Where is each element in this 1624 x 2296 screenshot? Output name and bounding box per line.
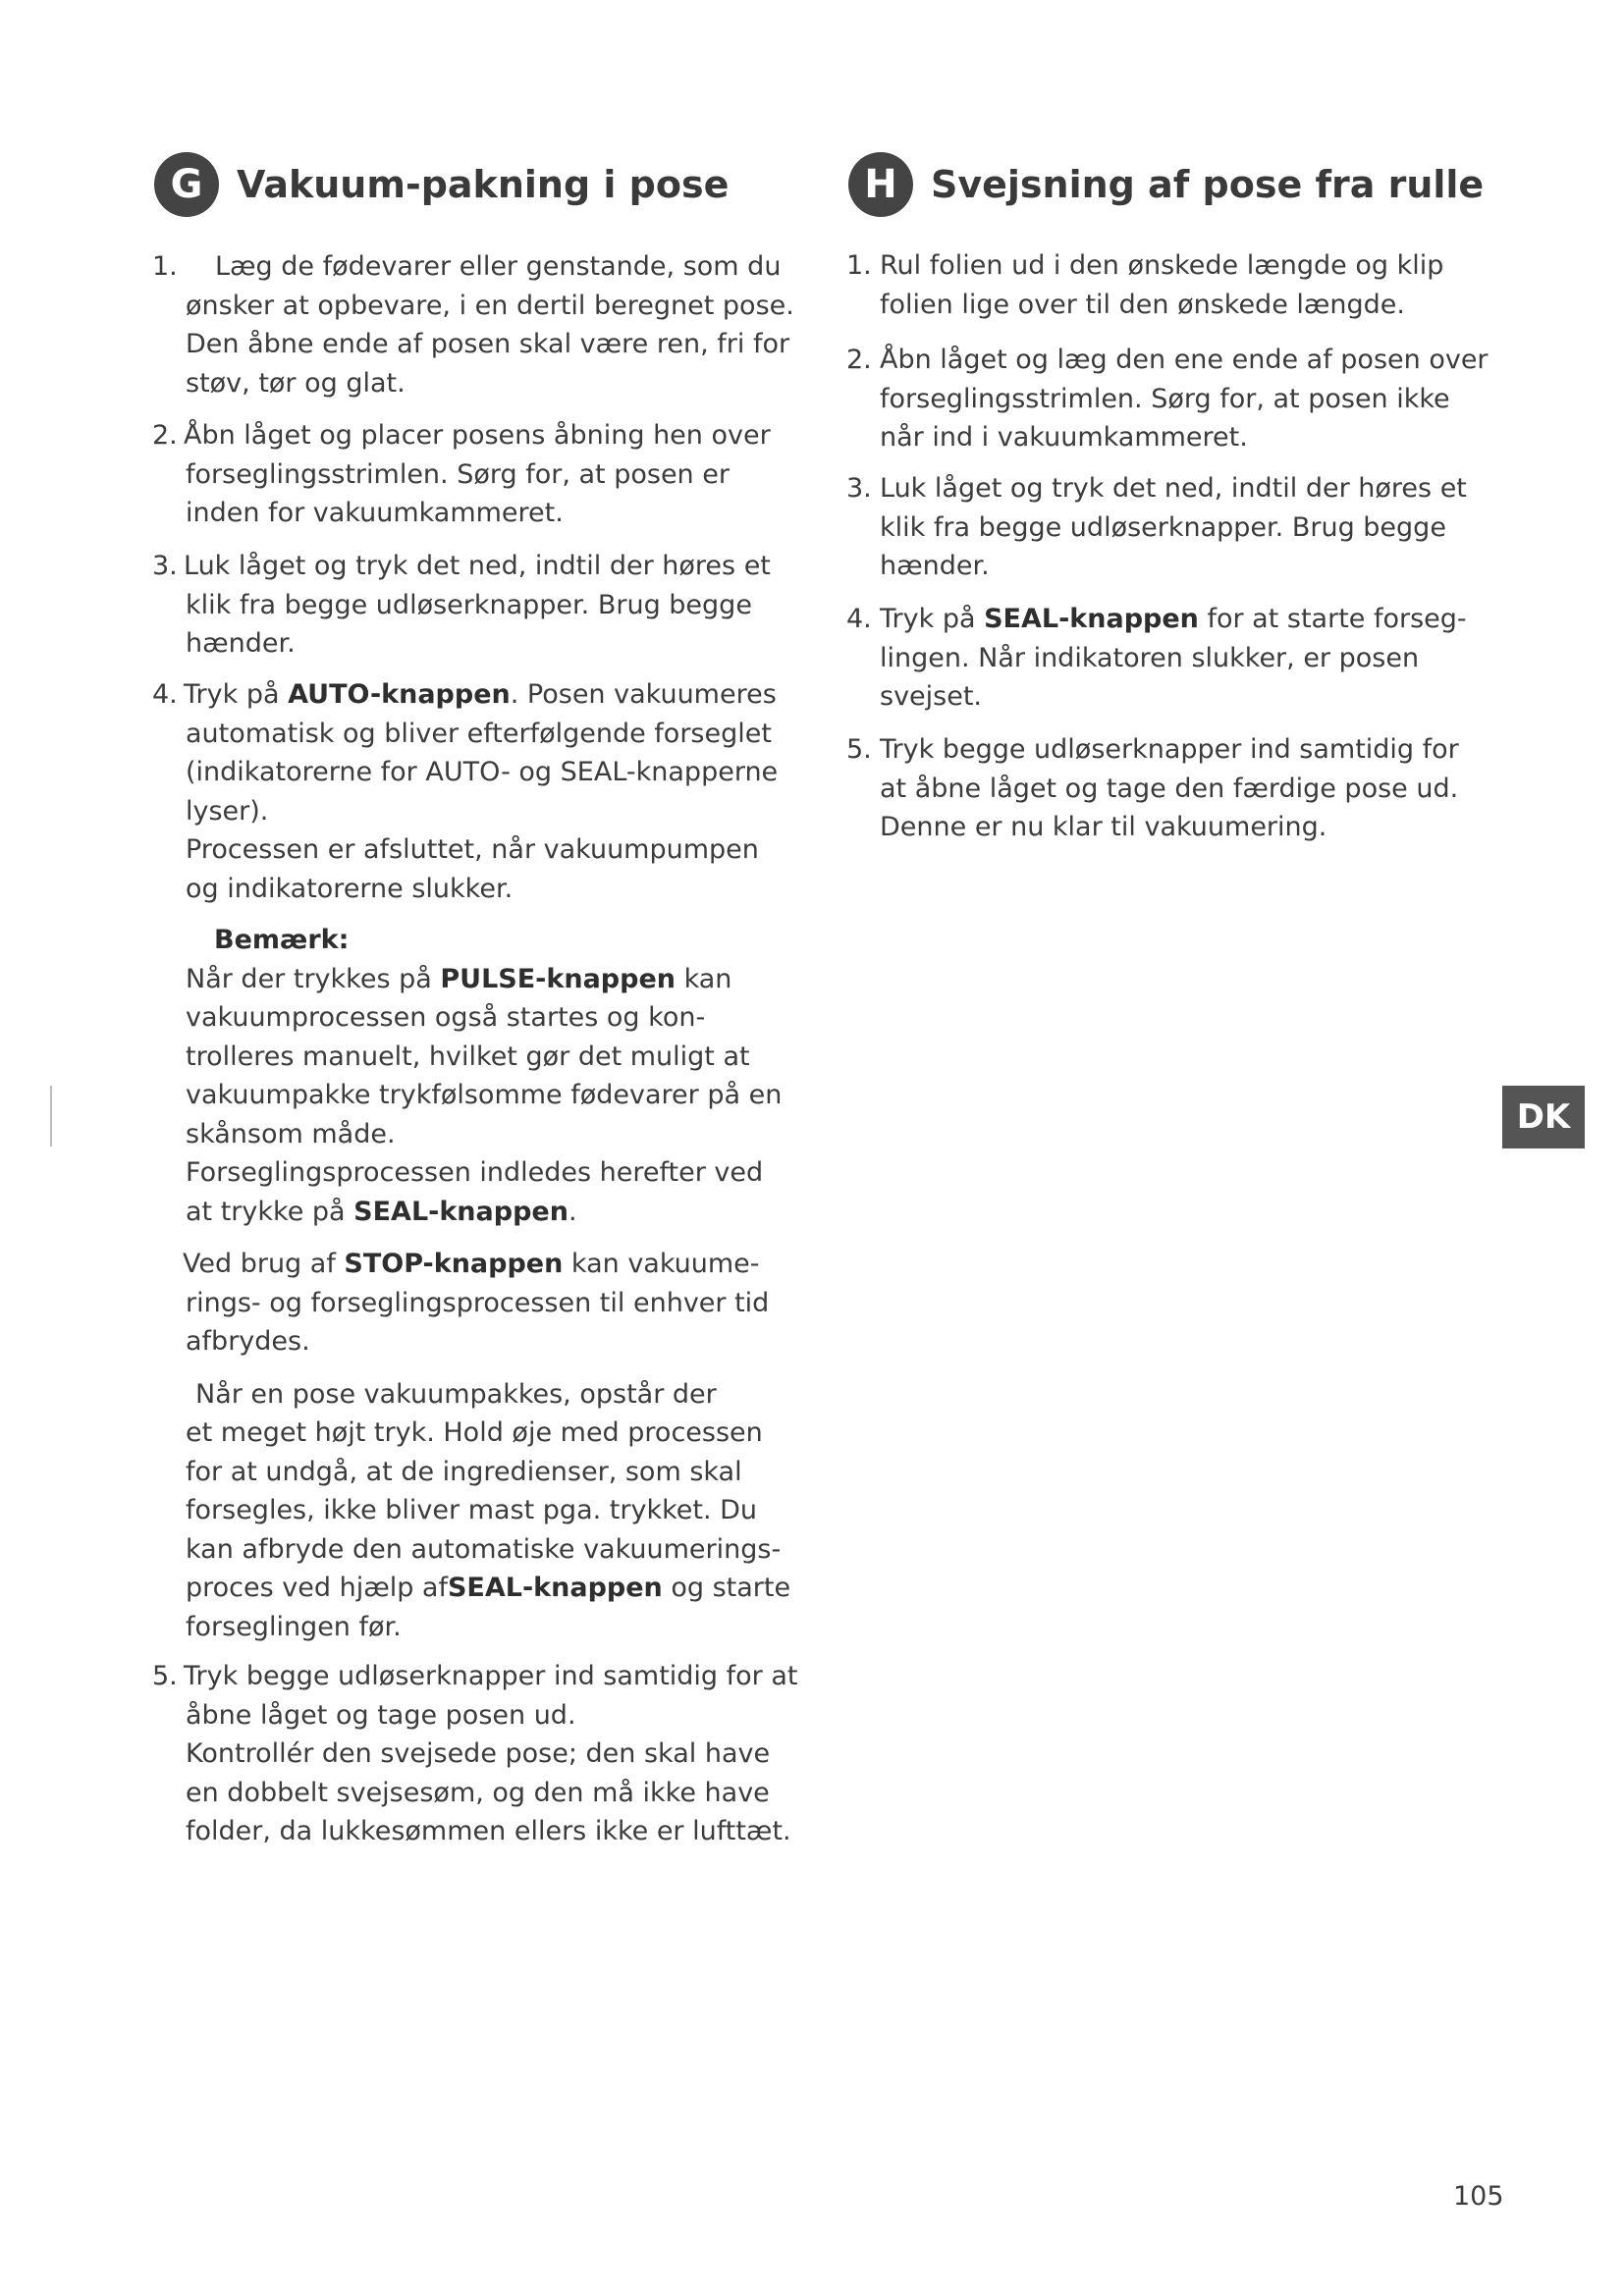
note-line: Når en pose vakuumpakkes, opstår der [195, 1378, 717, 1410]
section-h-heading [848, 152, 1484, 217]
list-item-line: når ind i vakuumkammeret. [880, 422, 1248, 453]
note-line: proces ved hjælp afSEAL-knappen og starte [186, 1573, 791, 1603]
seal-button-reference: SEAL-knappen [447, 1573, 663, 1603]
section-h-title: Svejsning af pose fra rulle [931, 163, 1485, 206]
note-line: forseglingen før. [186, 1611, 402, 1642]
note-label: Bemærk: [214, 925, 350, 955]
list-item-line: Læg de fødevarer eller genstande, som du [215, 251, 782, 282]
list-item-line: Tryk begge udløserknapper ind samtidig for [880, 734, 1459, 765]
list-item-line: folien lige over til den ønskede længde. [880, 289, 1405, 320]
seal-button-reference: SEAL-knappen [353, 1196, 568, 1227]
list-item-number: 1. [846, 250, 872, 281]
note-block [183, 921, 853, 1646]
note-line: at trykke på SEAL-knappen. [186, 1196, 577, 1227]
note-line: afbrydes. [186, 1326, 310, 1357]
seal-button-reference: SEAL-knappen [984, 604, 1199, 634]
note-line: trolleres manuelt, hvilket gør det muligt at [186, 1041, 750, 1072]
list-item-line: Åbn låget og læg den ene ende af posen over [880, 345, 1489, 375]
list-item-line: støv, tør og glat. [186, 367, 406, 399]
list-item-number: 5. [846, 734, 872, 765]
note-line: for at undgå, at de ingredienser, som skal [186, 1456, 742, 1487]
list-item-line: folder, da lukkesømmen ellers ikke er lufttæt. [186, 1816, 791, 1846]
list-item-line [880, 600, 1467, 639]
section-g-letter-badge: G [154, 152, 219, 217]
stop-button-reference: STOP-knappen [344, 1249, 564, 1279]
list-item-line: Åbn låget og placer posens åbning hen over [184, 420, 771, 451]
note-line: et meget højt tryk. Hold øje med processen [186, 1417, 763, 1448]
list-item-text: Tryk på [184, 679, 289, 710]
section-g-title: Vakuum-pakning i pose [237, 163, 730, 206]
page-number: 105 [1453, 2181, 1504, 2212]
list-item-line: Rul folien ud i den ønskede længde og klip [880, 250, 1444, 281]
list-item-line [184, 675, 778, 715]
list-item-line: en dobbelt svejsesøm, og den må ikke have [186, 1777, 770, 1808]
list-item-line: Luk låget og tryk det ned, indtil der høres et [184, 551, 771, 581]
note-line: vakuumprocessen også startes og kon- [186, 1002, 706, 1033]
list-item-line: klik fra begge udløserknapper. Brug begge [186, 589, 752, 620]
list-item-line: (indikatorerne for AUTO- og SEAL-knapperne [186, 757, 779, 787]
list-item-line: hænder. [186, 628, 296, 659]
note-line: Når der trykkes på PULSE-knappen kan [186, 963, 732, 994]
list-item-number: 2. [152, 420, 178, 451]
list-item-text: . Posen vakuumeres [510, 679, 777, 710]
list-item-number: 3. [846, 473, 872, 504]
list-item-line: lingen. Når indikatoren slukker, er posen [880, 642, 1420, 673]
section-g-heading [154, 152, 729, 217]
note-line: forsegles, ikke bliver mast pga. trykket. Du [186, 1495, 758, 1525]
list-item-line: at åbne låget og tage den færdige pose ud. [880, 773, 1459, 804]
list-item-line: forseglingsstrimlen. Sørg for, at posen er [186, 458, 730, 490]
note-line: vakuumpakke trykfølsomme fødevarer på en [186, 1080, 783, 1110]
list-item-number: 4. [152, 679, 178, 710]
note-line: Forseglingsprocessen indledes herefter ved [186, 1157, 764, 1188]
list-item-line: inden for vakuumkammeret. [186, 498, 564, 528]
list-item-number: 4. [846, 604, 872, 634]
list-item-line: klik fra begge udløserknapper. Brug begge [880, 511, 1446, 543]
section-h-letter-badge: H [848, 152, 913, 217]
list-item-text: for at starte forseg- [1198, 604, 1467, 634]
note-line: skånsom måde. [186, 1118, 396, 1149]
list-item-line: hænder. [880, 551, 990, 581]
list-item-line: Denne er nu klar til vakuumering. [880, 812, 1327, 842]
list-item-number: 3. [152, 551, 178, 581]
pulse-button-reference: PULSE-knappen [440, 963, 676, 994]
list-item-line: Luk låget og tryk det ned, indtil der høres et [880, 473, 1467, 504]
list-item-line: forseglingsstrimlen. Sørg for, at posen ikke [880, 383, 1450, 414]
note-line: rings- og forseglingsprocessen til enhver tid [186, 1287, 770, 1318]
list-item-line: svejset. [880, 681, 983, 712]
list-item-line: ønsker at opbevare, i en dertil beregnet pose. [186, 290, 794, 321]
list-item-line: Den åbne ende af posen skal være ren, fri for [186, 329, 790, 359]
list-item-number: 1. [152, 251, 178, 282]
list-item-line: og indikatorerne slukker. [186, 873, 514, 904]
list-item-line: automatisk og bliver efterfølgende forseglet [186, 718, 772, 749]
language-tab: DK [1502, 1086, 1585, 1148]
list-item-number: 5. [152, 1661, 178, 1691]
list-item-text: Tryk på [880, 604, 985, 634]
list-item-number: 2. [846, 345, 872, 375]
note-line: Ved brug af STOP-knappen kan vakuume- [183, 1249, 760, 1279]
margin-marker [50, 1086, 52, 1147]
list-item-line: åbne låget og tage posen ud. [186, 1699, 576, 1731]
list-item-line: lyser). [186, 795, 269, 827]
list-item-line: Processen er afsluttet, når vakuumpumpen [186, 834, 759, 865]
auto-button-reference: AUTO-knappen [288, 679, 511, 710]
note-line: kan afbryde den automatiske vakuumerings- [186, 1533, 782, 1565]
list-item-line: Tryk begge udløserknapper ind samtidig for at [184, 1661, 798, 1691]
list-item-line: Kontrollér den svejsede pose; den skal have [186, 1738, 771, 1769]
